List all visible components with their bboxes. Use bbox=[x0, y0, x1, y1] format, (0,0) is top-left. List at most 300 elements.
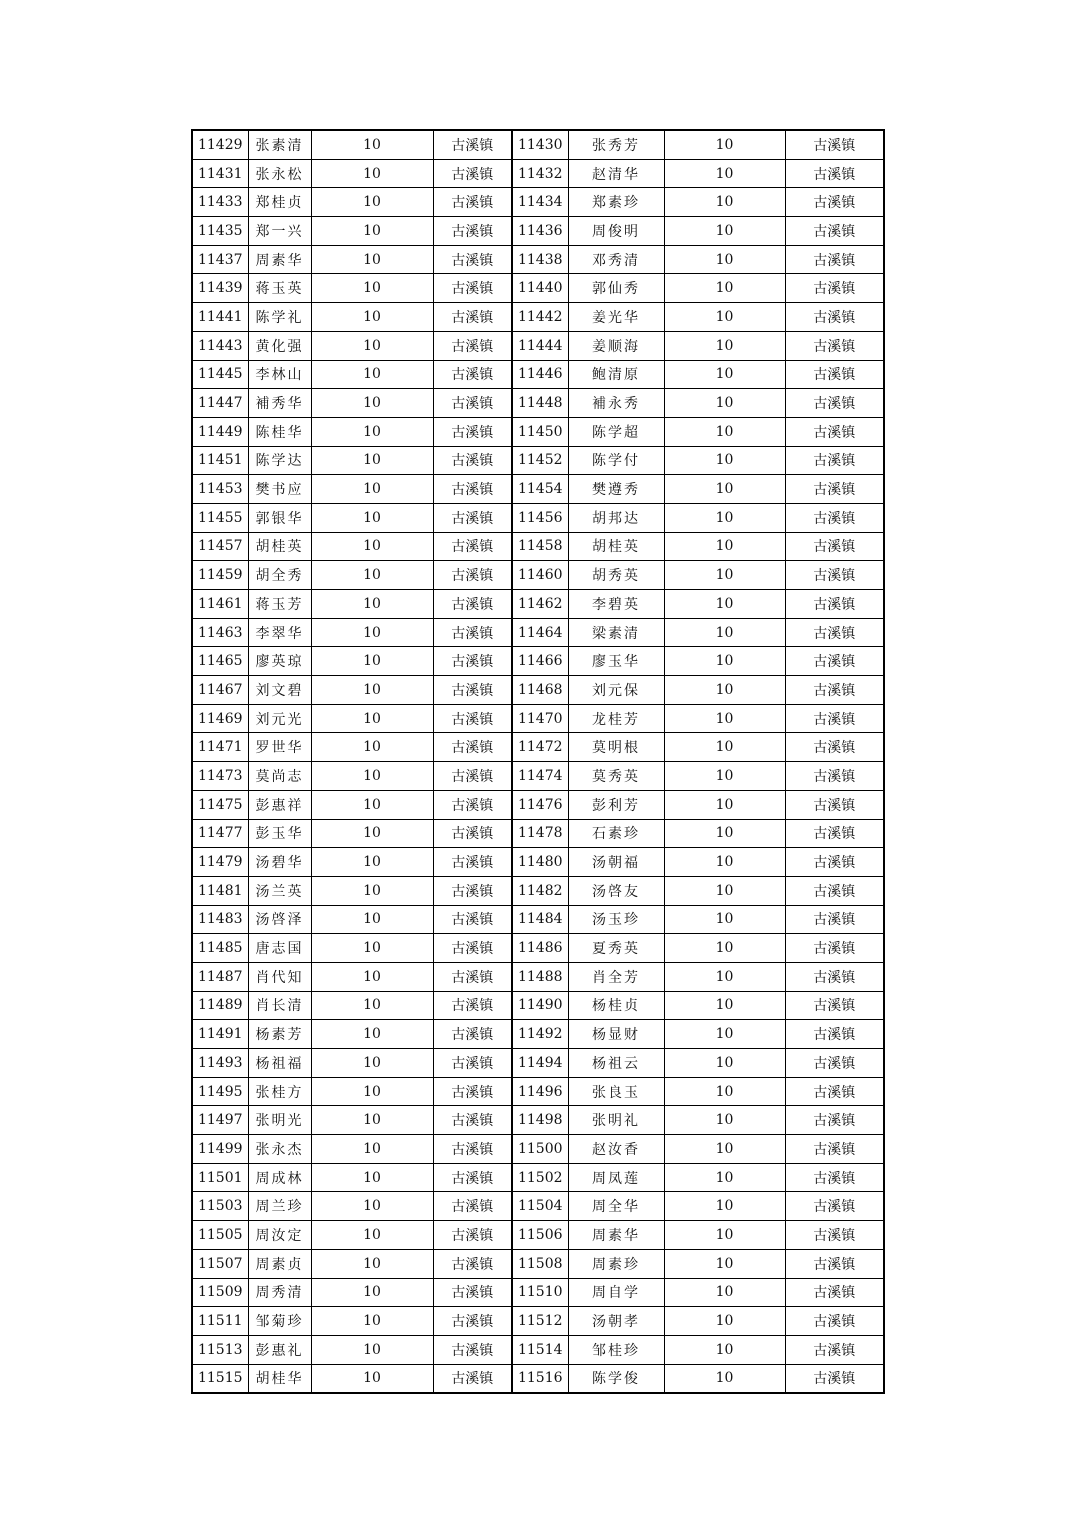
cell-amount: 10 bbox=[664, 618, 785, 647]
cell-id: 11433 bbox=[192, 188, 248, 217]
cell-amount: 10 bbox=[664, 1049, 785, 1078]
cell-town: 古溪镇 bbox=[433, 704, 512, 733]
cell-town: 古溪镇 bbox=[433, 159, 512, 188]
cell-id: 11513 bbox=[192, 1335, 248, 1364]
table-row bbox=[192, 1135, 884, 1164]
table-row bbox=[192, 274, 884, 303]
table-row bbox=[192, 159, 884, 188]
cell-town: 古溪镇 bbox=[785, 1192, 884, 1221]
cell-name: 郭银华 bbox=[248, 503, 311, 532]
cell-amount: 10 bbox=[664, 934, 785, 963]
cell-town: 古溪镇 bbox=[785, 360, 884, 389]
cell-town: 古溪镇 bbox=[785, 188, 884, 217]
cell-name: 周汝定 bbox=[248, 1221, 311, 1250]
cell-name: 周成林 bbox=[248, 1163, 311, 1192]
cell-name: 李翠华 bbox=[248, 618, 311, 647]
cell-name: 杨显财 bbox=[568, 1020, 664, 1049]
cell-amount: 10 bbox=[311, 848, 433, 877]
cell-town: 古溪镇 bbox=[433, 274, 512, 303]
cell-name: 周全华 bbox=[568, 1192, 664, 1221]
cell-town: 古溪镇 bbox=[785, 331, 884, 360]
cell-town: 古溪镇 bbox=[785, 1163, 884, 1192]
cell-id: 11457 bbox=[192, 532, 248, 561]
cell-town: 古溪镇 bbox=[785, 1221, 884, 1250]
cell-amount: 10 bbox=[664, 130, 785, 159]
cell-id: 11474 bbox=[512, 762, 568, 791]
cell-amount: 10 bbox=[311, 360, 433, 389]
cell-name: 補秀华 bbox=[248, 389, 311, 418]
cell-name: 刘元光 bbox=[248, 704, 311, 733]
cell-amount: 10 bbox=[311, 417, 433, 446]
cell-name: 李林山 bbox=[248, 360, 311, 389]
cell-amount: 10 bbox=[664, 245, 785, 274]
cell-name: 赵清华 bbox=[568, 159, 664, 188]
cell-amount: 10 bbox=[311, 503, 433, 532]
cell-name: 唐志国 bbox=[248, 934, 311, 963]
cell-amount: 10 bbox=[664, 819, 785, 848]
cell-id: 11475 bbox=[192, 790, 248, 819]
cell-town: 古溪镇 bbox=[433, 1077, 512, 1106]
table-row bbox=[192, 1307, 884, 1336]
cell-id: 11454 bbox=[512, 475, 568, 504]
cell-town: 古溪镇 bbox=[785, 934, 884, 963]
cell-id: 11449 bbox=[192, 417, 248, 446]
cell-amount: 10 bbox=[311, 618, 433, 647]
cell-id: 11504 bbox=[512, 1192, 568, 1221]
cell-town: 古溪镇 bbox=[785, 1278, 884, 1307]
cell-id: 11429 bbox=[192, 130, 248, 159]
cell-name: 彭玉华 bbox=[248, 819, 311, 848]
cell-name: 周自学 bbox=[568, 1278, 664, 1307]
cell-town: 古溪镇 bbox=[433, 991, 512, 1020]
cell-amount: 10 bbox=[664, 676, 785, 705]
cell-name: 陈学超 bbox=[568, 417, 664, 446]
cell-id: 11437 bbox=[192, 245, 248, 274]
table-row bbox=[192, 790, 884, 819]
cell-town: 古溪镇 bbox=[785, 790, 884, 819]
cell-amount: 10 bbox=[664, 1221, 785, 1250]
cell-amount: 10 bbox=[311, 130, 433, 159]
cell-id: 11469 bbox=[192, 704, 248, 733]
cell-id: 11493 bbox=[192, 1049, 248, 1078]
cell-amount: 10 bbox=[311, 475, 433, 504]
cell-name: 刘元保 bbox=[568, 676, 664, 705]
cell-town: 古溪镇 bbox=[433, 1049, 512, 1078]
cell-id: 11485 bbox=[192, 934, 248, 963]
cell-town: 古溪镇 bbox=[785, 503, 884, 532]
cell-name: 郑一兴 bbox=[248, 217, 311, 246]
cell-name: 肖长清 bbox=[248, 991, 311, 1020]
cell-amount: 10 bbox=[664, 848, 785, 877]
cell-name: 杨祖福 bbox=[248, 1049, 311, 1078]
cell-amount: 10 bbox=[664, 274, 785, 303]
cell-town: 古溪镇 bbox=[433, 1135, 512, 1164]
cell-town: 古溪镇 bbox=[785, 991, 884, 1020]
cell-amount: 10 bbox=[311, 274, 433, 303]
cell-name: 胡桂英 bbox=[248, 532, 311, 561]
cell-amount: 10 bbox=[311, 704, 433, 733]
cell-town: 古溪镇 bbox=[785, 217, 884, 246]
cell-id: 11443 bbox=[192, 331, 248, 360]
cell-name: 樊书应 bbox=[248, 475, 311, 504]
cell-name: 张素清 bbox=[248, 130, 311, 159]
cell-amount: 10 bbox=[311, 1163, 433, 1192]
cell-amount: 10 bbox=[311, 1364, 433, 1393]
cell-town: 古溪镇 bbox=[433, 819, 512, 848]
cell-town: 古溪镇 bbox=[785, 704, 884, 733]
cell-amount: 10 bbox=[664, 1249, 785, 1278]
table-row bbox=[192, 848, 884, 877]
cell-name: 蒋玉英 bbox=[248, 274, 311, 303]
cell-id: 11466 bbox=[512, 647, 568, 676]
cell-amount: 10 bbox=[664, 532, 785, 561]
cell-id: 11445 bbox=[192, 360, 248, 389]
table-row bbox=[192, 130, 884, 159]
cell-id: 11442 bbox=[512, 303, 568, 332]
cell-town: 古溪镇 bbox=[433, 130, 512, 159]
cell-amount: 10 bbox=[311, 303, 433, 332]
cell-id: 11483 bbox=[192, 905, 248, 934]
cell-name: 彭惠礼 bbox=[248, 1335, 311, 1364]
cell-name: 廖英琼 bbox=[248, 647, 311, 676]
cell-name: 陈学达 bbox=[248, 446, 311, 475]
table-row bbox=[192, 1335, 884, 1364]
cell-name: 周素华 bbox=[568, 1221, 664, 1250]
cell-id: 11515 bbox=[192, 1364, 248, 1393]
cell-id: 11440 bbox=[512, 274, 568, 303]
cell-name: 陈学礼 bbox=[248, 303, 311, 332]
cell-id: 11496 bbox=[512, 1077, 568, 1106]
cell-amount: 10 bbox=[664, 704, 785, 733]
cell-amount: 10 bbox=[311, 1335, 433, 1364]
cell-town: 古溪镇 bbox=[433, 245, 512, 274]
cell-amount: 10 bbox=[664, 417, 785, 446]
cell-amount: 10 bbox=[664, 1106, 785, 1135]
cell-town: 古溪镇 bbox=[433, 647, 512, 676]
cell-town: 古溪镇 bbox=[433, 446, 512, 475]
cell-town: 古溪镇 bbox=[433, 1278, 512, 1307]
cell-amount: 10 bbox=[664, 876, 785, 905]
cell-name: 杨祖云 bbox=[568, 1049, 664, 1078]
cell-name: 张明光 bbox=[248, 1106, 311, 1135]
cell-id: 11471 bbox=[192, 733, 248, 762]
cell-id: 11431 bbox=[192, 159, 248, 188]
cell-town: 古溪镇 bbox=[433, 1249, 512, 1278]
table-row bbox=[192, 647, 884, 676]
cell-id: 11505 bbox=[192, 1221, 248, 1250]
table-row bbox=[192, 217, 884, 246]
table-row bbox=[192, 934, 884, 963]
cell-id: 11467 bbox=[192, 676, 248, 705]
cell-amount: 10 bbox=[664, 1077, 785, 1106]
table-row bbox=[192, 1221, 884, 1250]
table-row bbox=[192, 1278, 884, 1307]
cell-town: 古溪镇 bbox=[433, 1020, 512, 1049]
cell-town: 古溪镇 bbox=[785, 417, 884, 446]
cell-amount: 10 bbox=[664, 159, 785, 188]
table-row bbox=[192, 1020, 884, 1049]
cell-name: 胡桂华 bbox=[248, 1364, 311, 1393]
table-row bbox=[192, 676, 884, 705]
cell-town: 古溪镇 bbox=[433, 1192, 512, 1221]
cell-amount: 10 bbox=[664, 1192, 785, 1221]
cell-name: 张桂方 bbox=[248, 1077, 311, 1106]
cell-id: 11512 bbox=[512, 1307, 568, 1336]
cell-name: 黄化强 bbox=[248, 331, 311, 360]
cell-id: 11495 bbox=[192, 1077, 248, 1106]
cell-town: 古溪镇 bbox=[785, 1020, 884, 1049]
cell-amount: 10 bbox=[311, 331, 433, 360]
cell-name: 邹桂珍 bbox=[568, 1335, 664, 1364]
cell-id: 11434 bbox=[512, 188, 568, 217]
cell-name: 郑桂贞 bbox=[248, 188, 311, 217]
cell-name: 周素贞 bbox=[248, 1249, 311, 1278]
cell-amount: 10 bbox=[664, 561, 785, 590]
cell-id: 11446 bbox=[512, 360, 568, 389]
cell-town: 古溪镇 bbox=[433, 618, 512, 647]
cell-amount: 10 bbox=[664, 331, 785, 360]
cell-amount: 10 bbox=[311, 733, 433, 762]
cell-town: 古溪镇 bbox=[433, 360, 512, 389]
cell-town: 古溪镇 bbox=[785, 647, 884, 676]
table-row bbox=[192, 1364, 884, 1393]
cell-name: 周素珍 bbox=[568, 1249, 664, 1278]
cell-id: 11473 bbox=[192, 762, 248, 791]
cell-town: 古溪镇 bbox=[433, 1163, 512, 1192]
table-row bbox=[192, 475, 884, 504]
cell-town: 古溪镇 bbox=[785, 848, 884, 877]
table-row bbox=[192, 618, 884, 647]
cell-name: 莫明根 bbox=[568, 733, 664, 762]
cell-name: 郑素珍 bbox=[568, 188, 664, 217]
cell-amount: 10 bbox=[311, 1106, 433, 1135]
table-row bbox=[192, 905, 884, 934]
cell-amount: 10 bbox=[311, 217, 433, 246]
cell-id: 11472 bbox=[512, 733, 568, 762]
cell-id: 11481 bbox=[192, 876, 248, 905]
cell-name: 莫秀英 bbox=[568, 762, 664, 791]
cell-id: 11444 bbox=[512, 331, 568, 360]
cell-amount: 10 bbox=[311, 1192, 433, 1221]
cell-id: 11492 bbox=[512, 1020, 568, 1049]
cell-amount: 10 bbox=[311, 245, 433, 274]
cell-name: 李碧英 bbox=[568, 590, 664, 619]
cell-town: 古溪镇 bbox=[785, 618, 884, 647]
cell-name: 汤啓泽 bbox=[248, 905, 311, 934]
cell-name: 周兰珍 bbox=[248, 1192, 311, 1221]
cell-name: 姜顺海 bbox=[568, 331, 664, 360]
cell-name: 蒋玉芳 bbox=[248, 590, 311, 619]
cell-town: 古溪镇 bbox=[433, 1106, 512, 1135]
cell-name: 胡全秀 bbox=[248, 561, 311, 590]
cell-town: 古溪镇 bbox=[433, 905, 512, 934]
cell-amount: 10 bbox=[311, 676, 433, 705]
cell-town: 古溪镇 bbox=[785, 1364, 884, 1393]
cell-id: 11464 bbox=[512, 618, 568, 647]
cell-id: 11514 bbox=[512, 1335, 568, 1364]
cell-amount: 10 bbox=[664, 1020, 785, 1049]
table-row bbox=[192, 360, 884, 389]
cell-id: 11501 bbox=[192, 1163, 248, 1192]
cell-town: 古溪镇 bbox=[433, 934, 512, 963]
cell-amount: 10 bbox=[311, 1307, 433, 1336]
cell-name: 汤玉珍 bbox=[568, 905, 664, 934]
cell-amount: 10 bbox=[311, 1249, 433, 1278]
cell-amount: 10 bbox=[664, 303, 785, 332]
cell-id: 11499 bbox=[192, 1135, 248, 1164]
cell-town: 古溪镇 bbox=[785, 532, 884, 561]
cell-name: 胡秀英 bbox=[568, 561, 664, 590]
cell-town: 古溪镇 bbox=[785, 446, 884, 475]
cell-town: 古溪镇 bbox=[433, 876, 512, 905]
cell-id: 11452 bbox=[512, 446, 568, 475]
cell-name: 邹菊珍 bbox=[248, 1307, 311, 1336]
cell-id: 11482 bbox=[512, 876, 568, 905]
cell-town: 古溪镇 bbox=[433, 1221, 512, 1250]
cell-name: 石素珍 bbox=[568, 819, 664, 848]
cell-town: 古溪镇 bbox=[785, 475, 884, 504]
cell-name: 张秀芳 bbox=[568, 130, 664, 159]
table-row bbox=[192, 733, 884, 762]
cell-name: 周素华 bbox=[248, 245, 311, 274]
table-row bbox=[192, 561, 884, 590]
cell-id: 11458 bbox=[512, 532, 568, 561]
cell-name: 杨桂贞 bbox=[568, 991, 664, 1020]
cell-id: 11510 bbox=[512, 1278, 568, 1307]
cell-id: 11456 bbox=[512, 503, 568, 532]
cell-town: 古溪镇 bbox=[433, 1307, 512, 1336]
cell-town: 古溪镇 bbox=[433, 790, 512, 819]
cell-town: 古溪镇 bbox=[785, 876, 884, 905]
cell-town: 古溪镇 bbox=[785, 1335, 884, 1364]
cell-id: 11479 bbox=[192, 848, 248, 877]
cell-id: 11430 bbox=[512, 130, 568, 159]
cell-town: 古溪镇 bbox=[785, 389, 884, 418]
cell-name: 周秀清 bbox=[248, 1278, 311, 1307]
table-row bbox=[192, 991, 884, 1020]
cell-id: 11502 bbox=[512, 1163, 568, 1192]
cell-name: 龙桂芳 bbox=[568, 704, 664, 733]
table-row bbox=[192, 389, 884, 418]
table-row bbox=[192, 303, 884, 332]
cell-name: 廖玉华 bbox=[568, 647, 664, 676]
cell-id: 11463 bbox=[192, 618, 248, 647]
cell-town: 古溪镇 bbox=[785, 962, 884, 991]
cell-name: 周凤莲 bbox=[568, 1163, 664, 1192]
cell-town: 古溪镇 bbox=[785, 733, 884, 762]
cell-id: 11465 bbox=[192, 647, 248, 676]
cell-amount: 10 bbox=[664, 188, 785, 217]
cell-amount: 10 bbox=[311, 1221, 433, 1250]
cell-amount: 10 bbox=[311, 1135, 433, 1164]
cell-town: 古溪镇 bbox=[433, 733, 512, 762]
cell-id: 11448 bbox=[512, 389, 568, 418]
cell-town: 古溪镇 bbox=[785, 762, 884, 791]
cell-amount: 10 bbox=[311, 762, 433, 791]
cell-name: 罗世华 bbox=[248, 733, 311, 762]
cell-town: 古溪镇 bbox=[433, 532, 512, 561]
table-body bbox=[192, 130, 884, 1393]
cell-amount: 10 bbox=[311, 876, 433, 905]
cell-id: 11453 bbox=[192, 475, 248, 504]
cell-name: 樊遵秀 bbox=[568, 475, 664, 504]
cell-town: 古溪镇 bbox=[785, 1307, 884, 1336]
cell-id: 11459 bbox=[192, 561, 248, 590]
cell-id: 11507 bbox=[192, 1249, 248, 1278]
cell-amount: 10 bbox=[311, 647, 433, 676]
cell-amount: 10 bbox=[664, 217, 785, 246]
table-row bbox=[192, 1249, 884, 1278]
table-row bbox=[192, 1077, 884, 1106]
cell-amount: 10 bbox=[311, 590, 433, 619]
cell-amount: 10 bbox=[311, 159, 433, 188]
cell-name: 莫尚志 bbox=[248, 762, 311, 791]
cell-id: 11506 bbox=[512, 1221, 568, 1250]
cell-town: 古溪镇 bbox=[433, 389, 512, 418]
cell-town: 古溪镇 bbox=[785, 905, 884, 934]
cell-amount: 10 bbox=[311, 819, 433, 848]
cell-name: 张永杰 bbox=[248, 1135, 311, 1164]
cell-id: 11500 bbox=[512, 1135, 568, 1164]
cell-name: 彭利芳 bbox=[568, 790, 664, 819]
table-row bbox=[192, 962, 884, 991]
cell-id: 11435 bbox=[192, 217, 248, 246]
cell-amount: 10 bbox=[311, 389, 433, 418]
cell-town: 古溪镇 bbox=[433, 417, 512, 446]
cell-name: 汤兰英 bbox=[248, 876, 311, 905]
cell-amount: 10 bbox=[664, 790, 785, 819]
cell-amount: 10 bbox=[664, 446, 785, 475]
cell-amount: 10 bbox=[664, 1163, 785, 1192]
table-row bbox=[192, 704, 884, 733]
cell-id: 11441 bbox=[192, 303, 248, 332]
cell-town: 古溪镇 bbox=[785, 819, 884, 848]
cell-town: 古溪镇 bbox=[433, 188, 512, 217]
cell-town: 古溪镇 bbox=[785, 1249, 884, 1278]
cell-name: 胡邦达 bbox=[568, 503, 664, 532]
cell-name: 彭惠祥 bbox=[248, 790, 311, 819]
cell-name: 陈桂华 bbox=[248, 417, 311, 446]
cell-name: 张永松 bbox=[248, 159, 311, 188]
cell-id: 11451 bbox=[192, 446, 248, 475]
cell-town: 古溪镇 bbox=[433, 962, 512, 991]
cell-name: 夏秀英 bbox=[568, 934, 664, 963]
cell-town: 古溪镇 bbox=[785, 561, 884, 590]
cell-amount: 10 bbox=[311, 188, 433, 217]
cell-town: 古溪镇 bbox=[433, 303, 512, 332]
cell-amount: 10 bbox=[311, 561, 433, 590]
cell-id: 11498 bbox=[512, 1106, 568, 1135]
cell-id: 11480 bbox=[512, 848, 568, 877]
cell-id: 11439 bbox=[192, 274, 248, 303]
cell-id: 11478 bbox=[512, 819, 568, 848]
cell-town: 古溪镇 bbox=[785, 130, 884, 159]
cell-amount: 10 bbox=[311, 1278, 433, 1307]
cell-name: 梁素清 bbox=[568, 618, 664, 647]
cell-id: 11455 bbox=[192, 503, 248, 532]
table-row bbox=[192, 532, 884, 561]
table-row bbox=[192, 331, 884, 360]
cell-amount: 10 bbox=[664, 647, 785, 676]
cell-name: 汤朝福 bbox=[568, 848, 664, 877]
cell-amount: 10 bbox=[664, 590, 785, 619]
cell-amount: 10 bbox=[311, 991, 433, 1020]
cell-id: 11487 bbox=[192, 962, 248, 991]
table-row bbox=[192, 188, 884, 217]
cell-id: 11477 bbox=[192, 819, 248, 848]
cell-name: 補永秀 bbox=[568, 389, 664, 418]
cell-id: 11468 bbox=[512, 676, 568, 705]
